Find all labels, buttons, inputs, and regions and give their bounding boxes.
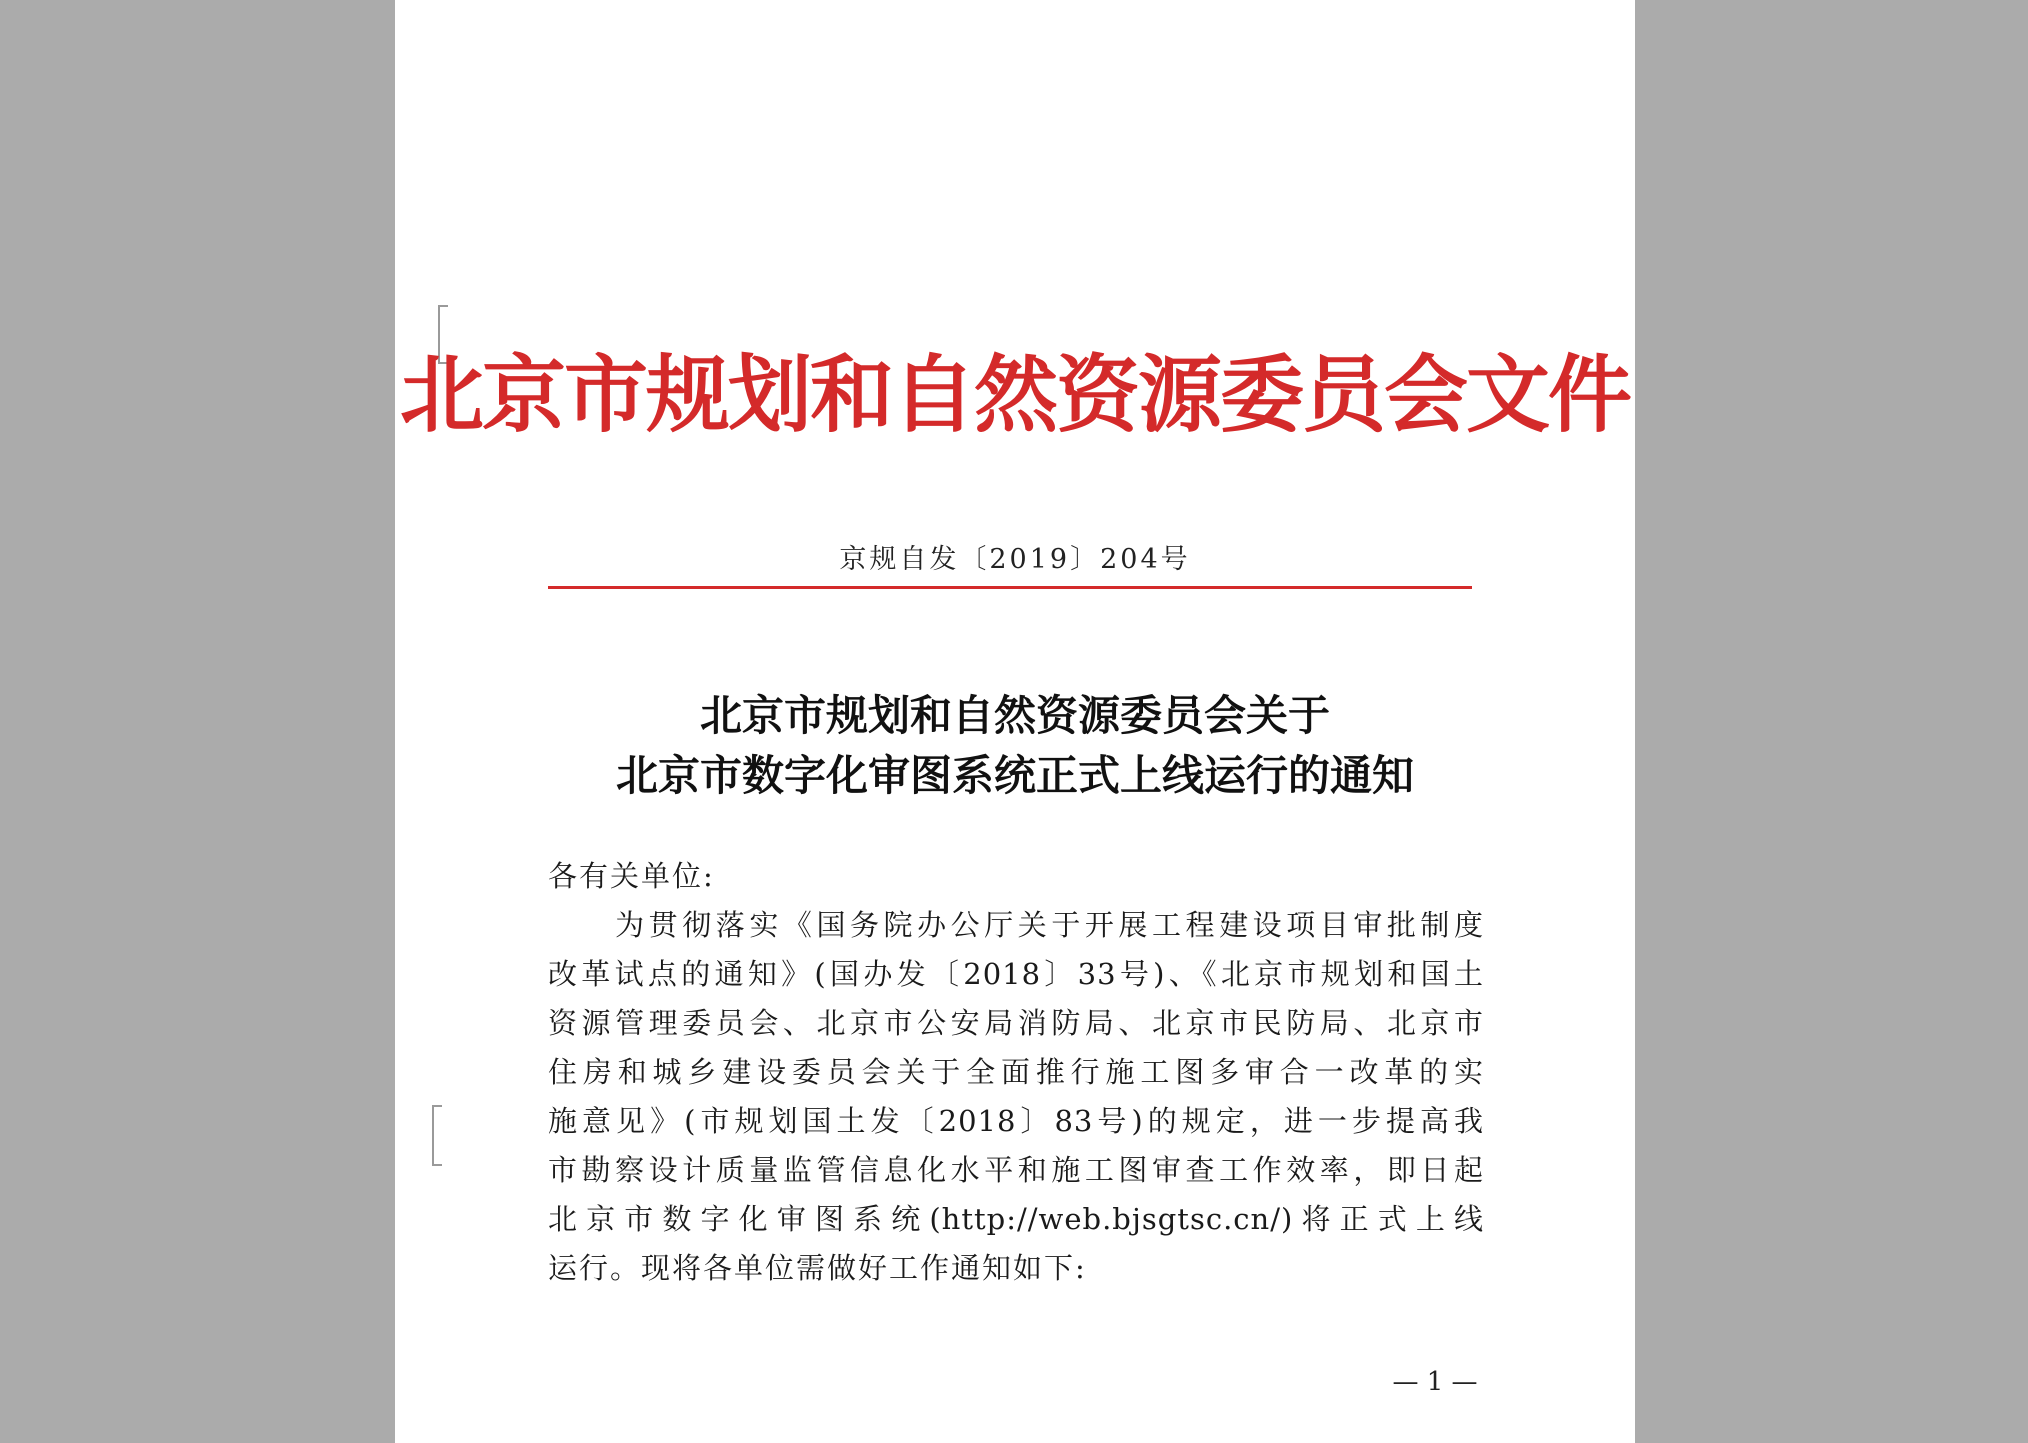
- body-line: 运行。现将各单位需做好工作通知如下:: [548, 1251, 1087, 1285]
- body-line: 为贯彻落实《国务院办公厅关于开展工程建设项目审批制度: [548, 908, 1484, 942]
- body-line: 市勘察设计质量监管信息化水平和施工图审查工作效率，即日起: [548, 1153, 1484, 1187]
- body-line: 资源管理委员会、北京市公安局消防局、北京市民防局、北京市: [548, 1006, 1484, 1040]
- issuer-header: 北京市规划和自然资源委员会文件: [399, 346, 1630, 444]
- body-line: 北京市数字化审图系统(http://web.bjsgtsc.cn/)将正式上线: [548, 1202, 1484, 1236]
- notice-title-line-2: 北京市数字化审图系统正式上线运行的通知: [615, 751, 1414, 800]
- body-line: 改革试点的通知》(国办发〔2018〕33号)、《北京市规划和国土: [548, 957, 1484, 991]
- page-number: — 1 —: [1392, 1367, 1478, 1397]
- body-line: 住房和城乡建设委员会关于全面推行施工图多审合一改革的实: [548, 1055, 1484, 1089]
- notice-title-line-1: 北京市规划和自然资源委员会关于: [699, 691, 1330, 740]
- body-paragraph: [548, 901, 1484, 1293]
- body-line: 施意见》(市规划国土发〔2018〕83号)的规定，进一步提高我: [548, 1104, 1484, 1138]
- red-divider-line: [548, 586, 1472, 589]
- document-number: 京规自发〔2019〕204号: [839, 544, 1191, 575]
- scan-binding-mark: [432, 1105, 442, 1166]
- document-page: [395, 0, 1635, 1443]
- salutation: 各有关单位:: [548, 859, 715, 893]
